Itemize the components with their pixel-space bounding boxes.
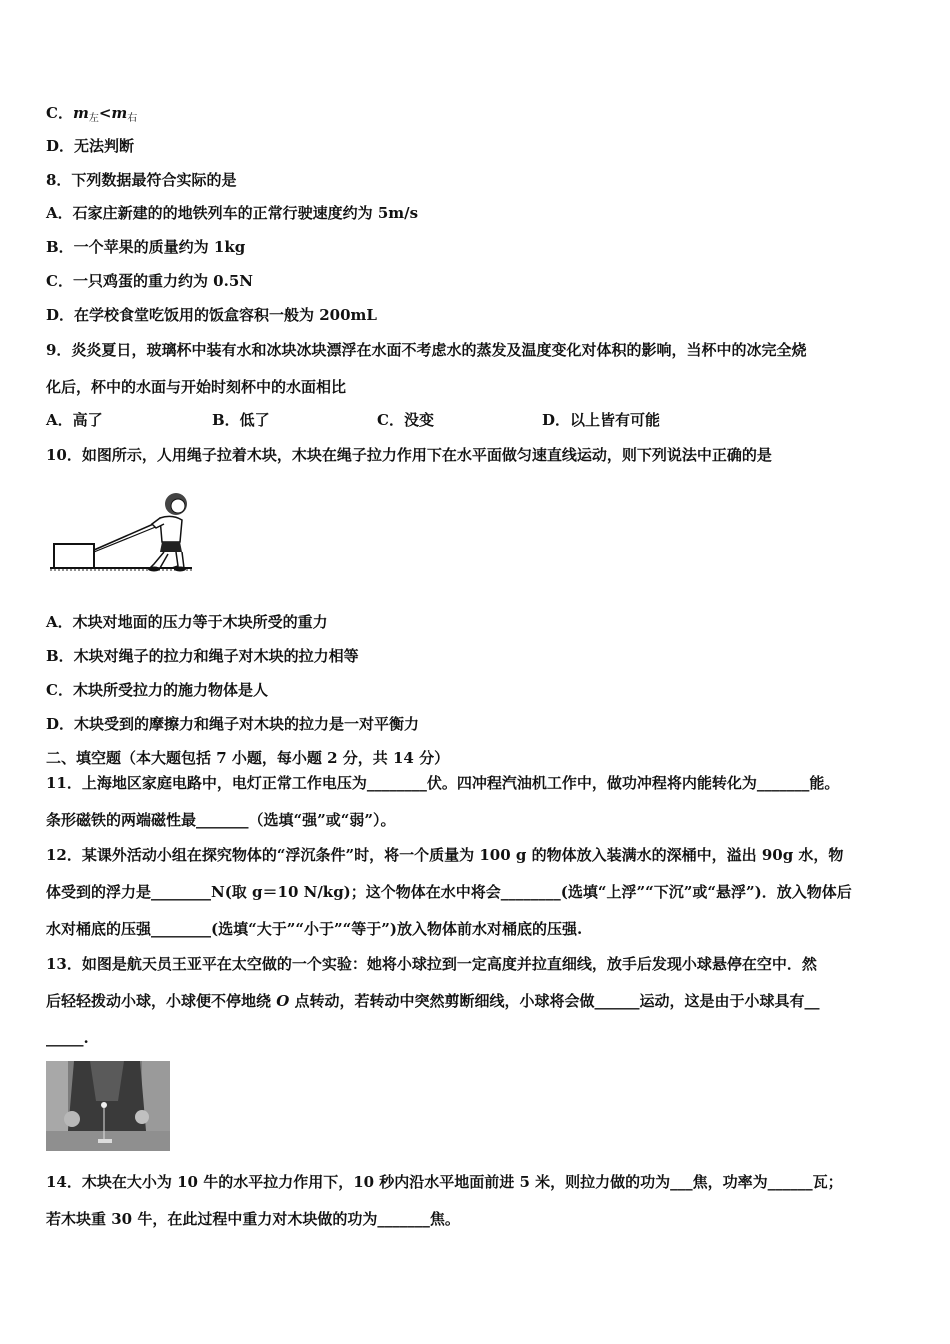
q13-text-b: 点转动，若转动中突然剪断细线，小球将会做______运动，这是由于小球具有__ xyxy=(289,992,820,1010)
q8-option-d: D．在学校食堂吃饭用的饭盒容积一般为 200mL xyxy=(46,306,377,324)
q10-option-d: D．木块受到的摩擦力和绳子对木块的拉力是一对平衡力 xyxy=(46,715,420,733)
question-13-line1: 13．如图是航天员王亚平在太空做的一个实验：她将小球拉到一定高度并拉直细线，放手后发现小球悬停在空中．然 xyxy=(46,955,817,973)
option-c-mass xyxy=(46,103,137,129)
m-symbol: m xyxy=(72,104,89,122)
pulling-block-figure xyxy=(48,488,198,580)
question-13-line3: _____. xyxy=(46,1029,89,1047)
q9-option-b: B．低了 xyxy=(212,411,270,429)
question-12-line2: 体受到的浮力是________N(取 g＝10 N/kg)；这个物体在水中将会________(选填“上浮”“下沉”或“悬浮”)．放入物体后 xyxy=(46,883,852,901)
q9-option-c: C．没变 xyxy=(377,411,434,429)
space-experiment-photo xyxy=(46,1061,170,1151)
question-13-line2 xyxy=(46,991,820,1011)
q10-option-c: C．木块所受拉力的施力物体是人 xyxy=(46,681,268,699)
q10-option-a: A．木块对地面的压力等于木块所受的重力 xyxy=(46,613,328,631)
left-subscript: 左 xyxy=(88,113,99,124)
less-than: < xyxy=(98,104,112,122)
question-14-line1: 14．木块在大小为 10 牛的水平拉力作用下，10 秒内沿水平地面前进 5 米，则拉力做的功为___焦，功率为______瓦； xyxy=(46,1173,843,1191)
point-o: O xyxy=(276,992,290,1010)
question-8: 8．下列数据最符合实际的是 xyxy=(46,171,237,189)
question-9-line2: 化后，杯中的水面与开始时刻杯中的水面相比 xyxy=(46,378,347,396)
q8-option-a: A．石家庄新建的的地铁列车的正常行驶速度约为 5m/s xyxy=(46,204,419,222)
right-subscript: 右 xyxy=(127,113,138,124)
option-d-cannot-judge: D．无法判断 xyxy=(46,137,135,155)
q8-option-b: B．一个苹果的质量约为 1kg xyxy=(46,238,246,256)
section-two-heading: 二、填空题（本大题包括 7 小题，每小题 2 分，共 14 分） xyxy=(46,749,450,767)
question-10: 10．如图所示，人用绳子拉着木块，木块在绳子拉力作用下在水平面做匀速直线运动，则下列说法中正确的是 xyxy=(46,446,772,464)
m-symbol-2: m xyxy=(111,104,128,122)
question-12-line1: 12．某课外活动小组在探究物体的“浮沉条件”时，将一个质量为 100 g 的物体放入装满水的深桶中，溢出 90g 水，物 xyxy=(46,846,844,864)
q9-option-d: D．以上皆有可能 xyxy=(542,411,661,429)
question-9-line1: 9．炎炎夏日，玻璃杯中装有水和冰块冰块漂浮在水面不考虑水的蒸发及温度变化对体积的影响，当杯中的冰完全烧 xyxy=(46,341,807,359)
question-11-line2: 条形磁铁的两端磁性最_______（选填“强”或“弱”）。 xyxy=(46,811,396,829)
q9-option-a: A．高了 xyxy=(46,411,103,429)
q8-option-c: C．一只鸡蛋的重力约为 0.5N xyxy=(46,272,253,290)
question-14-line2: 若木块重 30 牛，在此过程中重力对木块做的功为_______焦。 xyxy=(46,1210,460,1228)
question-11-line1: 11．上海地区家庭电路中，电灯正常工作电压为________伏。四冲程汽油机工作中，做功冲程将内能转化为_______能。 xyxy=(46,774,840,792)
question-12-line3: 水对桶底的压强________(选填“大于”“小于”“等于”)放入物体前水对桶底的压强. xyxy=(46,920,583,938)
q10-option-b: B．木块对绳子的拉力和绳子对木块的拉力相等 xyxy=(46,647,359,665)
option-c-label: C． xyxy=(46,104,73,122)
q13-text-a: 后轻轻拨动小球，小球便不停地绕 xyxy=(46,992,277,1010)
